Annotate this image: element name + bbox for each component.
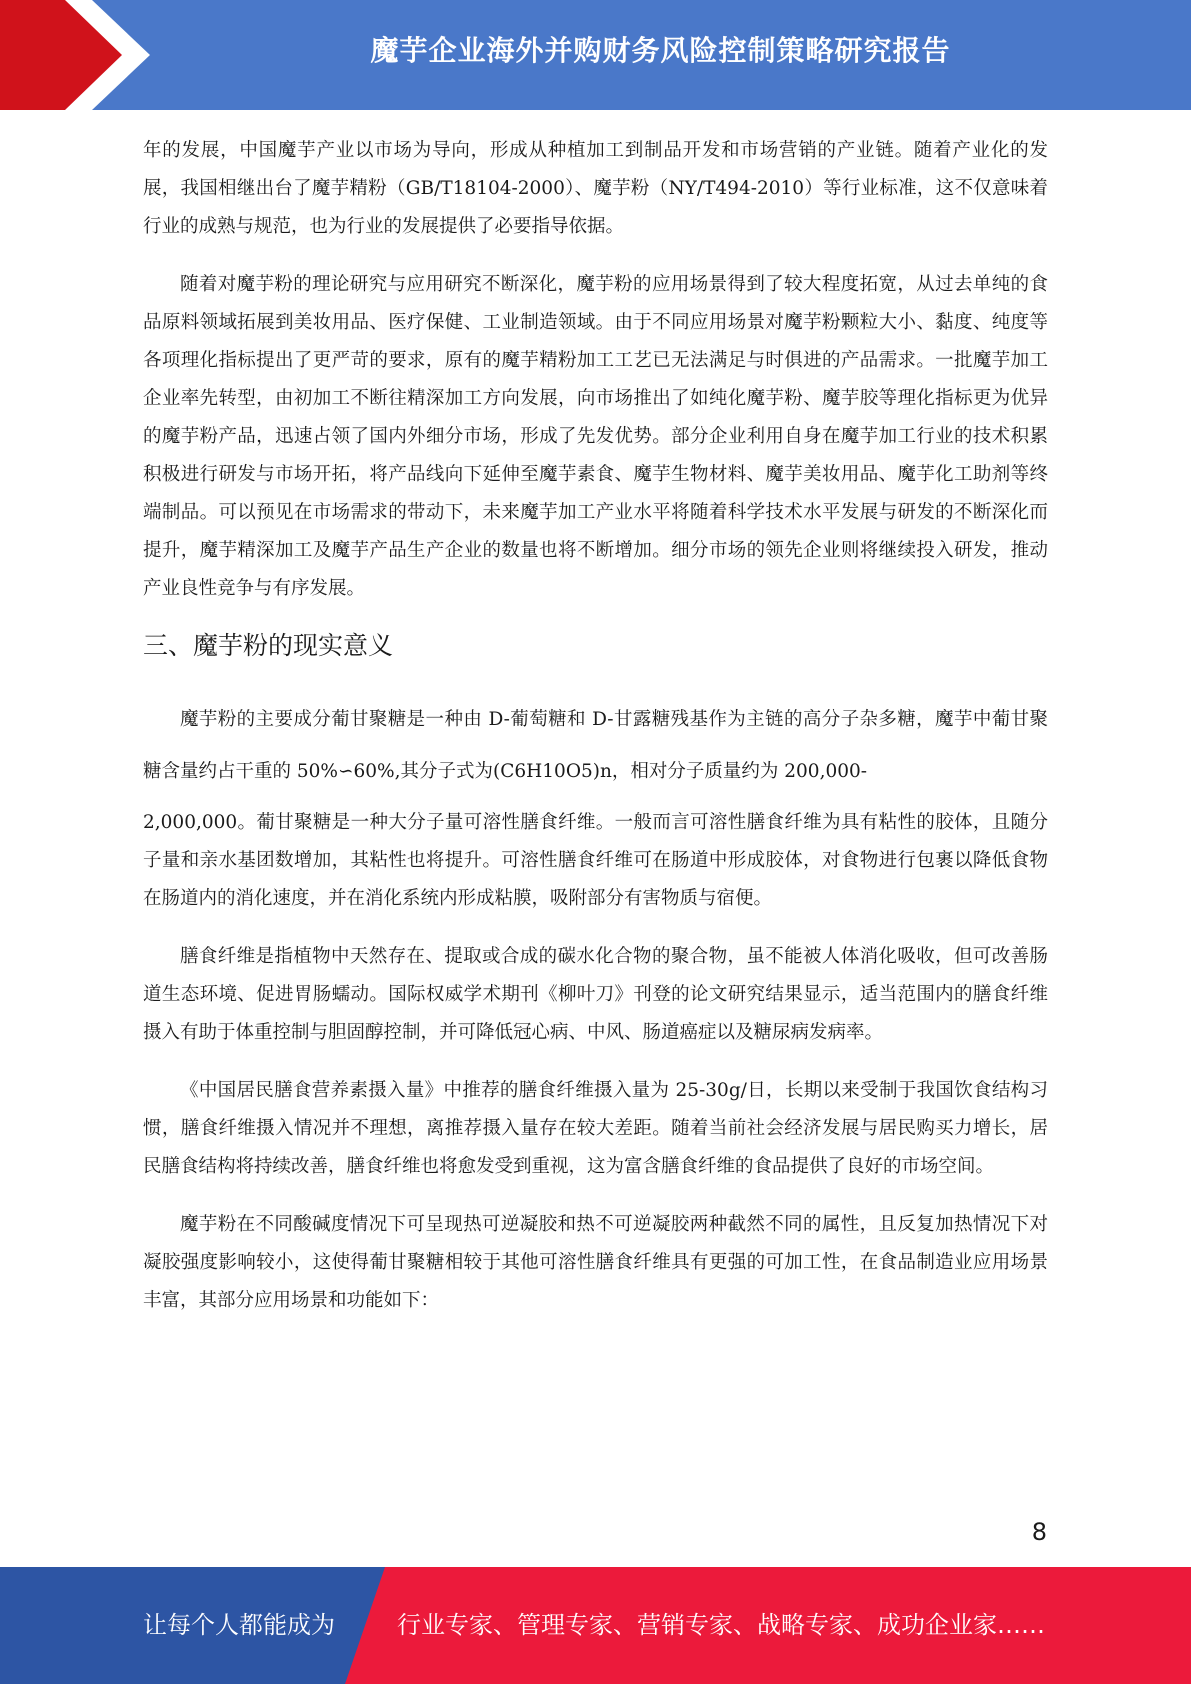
body-paragraph: 魔芋粉在不同酸碱度情况下可呈现热可逆凝胶和热不可逆凝胶两种截然不同的属性，且反复加热情况下对凝胶强度影响较小，这使得葡甘聚糖相较于其他可溶性膳食纤维具有更强的可加工性，在食品制造业应用场景丰富，其部分应用场景和功能如下： xyxy=(143,1214,1048,1311)
page-footer xyxy=(0,1567,1191,1684)
footer-slogan-left: 让每个人都能成为 xyxy=(143,1611,335,1639)
body-paragraph: 膳食纤维是指植物中天然存在、提取或合成的碳水化合物的聚合物，虽不能被人体消化吸收，但可改善肠道生态环境、促进胃肠蠕动。国际权威学术期刊《柳叶刀》刊登的论文研究结果显示，适当范围内的膳食纤维摄入有助于体重控制与胆固醇控制，并可降低冠心病、中风、肠道癌症以及糖尿病发病率。 xyxy=(143,946,1048,1043)
section-heading: 三、魔芋粉的现实意义 xyxy=(143,631,394,660)
page-header xyxy=(0,0,1191,110)
report-title: 魔芋企业海外并购财务风险控制策略研究报告 xyxy=(370,34,951,67)
body-paragraph: 随着对魔芋粉的理论研究与应用研究不断深化，魔芋粉的应用场景得到了较大程度拓宽，从过去单纯的食品原料领域拓展到美妆用品、医疗保健、工业制造领域。由于不同应用场景对魔芋粉颗粒大小、黏度、纯度等各项理化指标提出了更严苛的要求，原有的魔芋精粉加工工艺已无法满足与时俱进的产品需求。一批魔芋加工企业率先转型，由初加工不断往精深加工方向发展，向市场推出了如纯化魔芋粉、魔芋胶等理化指标更为优异的魔芋粉产品，迅速占领了国内外细分市场，形成了先发优势。部分企业利用自身在魔芋加工行业的技术积累积极进行研发与市场开拓，将产品线向下延伸至魔芋素食、魔芋生物材料、魔芋美妆用品、魔芋化工助剂等终端制品。可以预见在市场需求的带动下，未来魔芋加工产业水平将随着科学技术水平发展与研发的不断深化而提升，魔芋精深加工及魔芋产品生产企业的数量也将不断增加。细分市场的领先企业则将继续投入研发，推动产业良性竞争与有序发展。 xyxy=(143,274,1048,599)
page-number: 8 xyxy=(1031,1518,1047,1546)
page-body xyxy=(143,132,1048,1340)
body-paragraph: 年的发展，中国魔芋产业以市场为导向，形成从种植加工到制品开发和市场营销的产业链。随着产业化的发展，我国相继出台了魔芋精粉（GB/T18104-2000）、魔芋粉（NY/T494-2010）等行业标准，这不仅意味着行业的成熟与规范，也为行业的发展提供了必要指导依据。 xyxy=(143,140,1048,237)
body-paragraph: 魔芋粉的主要成分葡甘聚糖是一种由 D-葡萄糖和 D-甘露糖残基作为主链的高分子杂多糖，魔芋中葡甘聚糖含量约占干重的 50%∽60%,其分子式为(C6H10O5)n，相对分子质量约为 200,000- xyxy=(143,709,1048,782)
footer-slogan-right: 行业专家、管理专家、营销专家、战略专家、成功企业家…… xyxy=(397,1611,1045,1639)
body-paragraph: 2,000,000。葡甘聚糖是一种大分子量可溶性膳食纤维。一般而言可溶性膳食纤维为具有粘性的胶体，且随分子量和亲水基团数增加，其粘性也将提升。可溶性膳食纤维可在肠道中形成胶体，对食物进行包裹以降低食物在肠道内的消化速度，并在消化系统内形成粘膜，吸附部分有害物质与宿便。 xyxy=(143,812,1048,909)
body-paragraph: 《中国居民膳食营养素摄入量》中推荐的膳食纤维摄入量为 25-30g/日，长期以来受制于我国饮食结构习惯，膳食纤维摄入情况并不理想，离推荐摄入量存在较大差距。随着当前社会经济发展与居民购买力增长，居民膳食结构将持续改善，膳食纤维也将愈发受到重视，这为富含膳食纤维的食品提供了良好的市场空间。 xyxy=(143,1080,1048,1177)
